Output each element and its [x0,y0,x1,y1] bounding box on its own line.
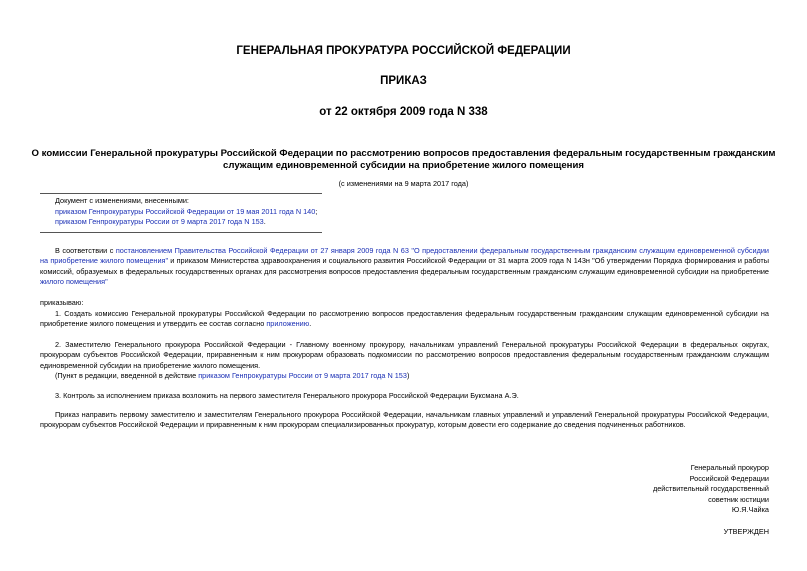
signature-line-1: Генеральный прокурор [690,463,769,472]
document-title [0,148,807,172]
changes-item-1 [55,207,355,218]
item-2-note [55,371,769,381]
item-2-note-link[interactable]: приказом Генпрокуратуры России от 9 марта 2017 года N 153 [198,371,407,380]
item-2-note-post: ) [406,371,410,380]
title-line-1: О комиссии Генеральной прокуратуры Российской Федерации по рассмотрению вопросов предоставления федеральным государственным гражданским [31,148,776,159]
item-1-tail: . [309,319,312,329]
item-2: 2. Заместителю Генерального прокурора Российской Федерации - Главному военному прокурору, начальникам управлений Генеральной прокуратуры Российской Федерации в федеральных округах, прокурорам субъектов Российской Федерации, приравненным к ним прокурорам образовать подкомиссии по рассмотрению вопросов предоставления федеральным государственным гражданским служащим единовременной субсидии на приобретение жилого помещения. [40,340,769,370]
amended-note: (с изменениями на 9 марта 2017 года) [338,179,469,188]
preamble-text-1: В соответствии с [55,246,116,255]
preamble-paragraph [40,246,769,287]
item-1-text: 1. Создать комиссию Генеральной прокуратуры Российской Федерации по рассмотрению вопросов предоставления федеральным государственным гражданским служащим единовременной субсидии на приобретение жилого помещения и утвердить ее состав согласно [40,309,769,329]
preamble-link-decree[interactable]: постановлением Правительства Российской Федерации от 27 января 2009 года N 63 "О предоставлении федеральным государственным гражданским служащим единовременной субсидии на приобретение жилого помещения" [40,246,770,266]
changes-link-1-tail: ; [315,206,318,216]
item-1 [40,309,769,330]
approved-label: УТВЕРЖДЕН [723,527,769,536]
preamble-link-order[interactable]: жилого помещения" [40,276,108,286]
signature-block [653,463,769,516]
changes-intro: Документ с изменениями, внесенными: [55,196,189,205]
changes-top-rule [40,193,322,194]
signature-line-4: советник юстиции [708,494,769,504]
appendix-link[interactable]: приложению [266,319,310,329]
changes-link-2-tail: . [263,217,266,227]
doc-type-heading: ПРИКАЗ [380,75,427,87]
order-word: приказываю: [40,298,84,307]
distribution-paragraph: Приказ направить первому заместителю и заместителям Генерального прокурора Российской Федерации, начальникам главных управлений и управлений Генеральной прокуратуры Российской Федерации, прокурорам субъектов Российской Федерации и приравненным к ним прокурорам специализированных прокуратур, которым довести его содержание до сведения подчиненных работников. [40,410,769,430]
title-line-2: служащим единовременной субсидии на приобретение жилого помещения [223,160,584,171]
date-number-heading: от 22 октября 2009 года N 338 [319,106,488,118]
item-2-note-pre: (Пункт в редакции, введенной в действие [55,371,199,380]
org-heading: ГЕНЕРАЛЬНАЯ ПРОКУРАТУРА РОССИЙСКОЙ ФЕДЕРАЦИИ [236,45,571,57]
changes-block [55,196,355,228]
signature-name: Ю.Я.Чайка [731,505,769,515]
preamble-text-2: и приказом Министерства здравоохранения и социального развития Российской Федерации от 31 марта 2009 года N 143н "Об утверждении Порядка формирования и работы комиссий, образуемых в федеральных государственных органах для рассмотрения вопросов предоставления федеральным государственным гражданским служащим единовременной субсидии на приобретение [40,256,769,276]
changes-item-2 [55,217,355,228]
changes-link-1[interactable]: приказом Генпрокуратуры Российской Федерации от 19 мая 2011 года N 140 [55,206,316,216]
changes-bottom-rule [40,232,322,233]
changes-link-2[interactable]: приказом Генпрокуратуры России от 9 марта 2017 года N 153 [55,217,264,227]
signature-line-3: действительный государственный [652,484,769,494]
item-3: 3. Контроль за исполнением приказа возложить на первого заместителя Генерального прокурора Российской Федерации Буксмана А.Э. [55,391,519,400]
signature-line-2: Российской Федерации [689,473,769,483]
